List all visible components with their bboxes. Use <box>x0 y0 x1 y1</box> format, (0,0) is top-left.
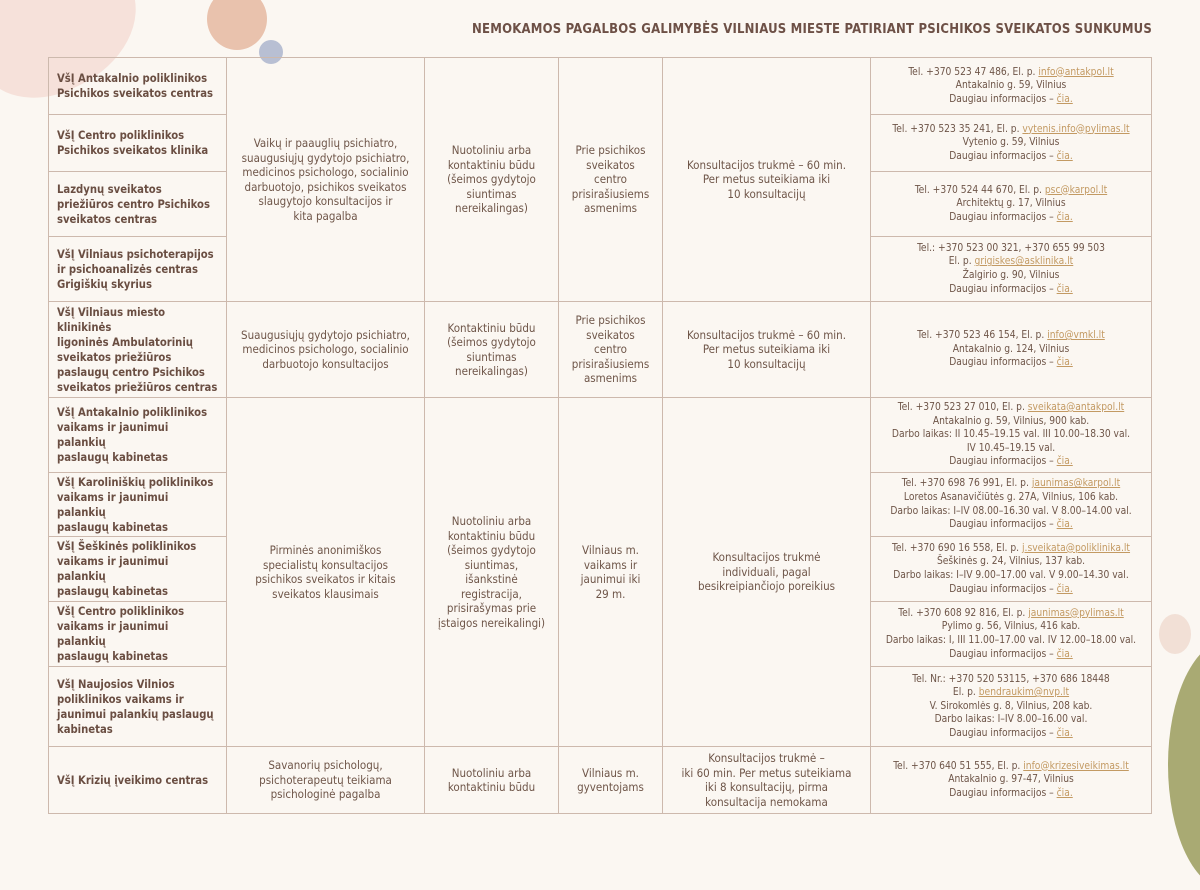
address: Pylimo g. 56, Vilnius, 416 kab. <box>941 621 1081 633</box>
services-description: Pirminės anonimiškos specialistų konsultacijos psichikos sveikatos ir kitais sveikatos klausimais <box>227 398 425 747</box>
consultation-duration: Konsultacijos trukmė – iki 60 min. Per metus suteikiama iki 8 konsultacijų, pirma konsultacija nemokama <box>663 747 871 814</box>
institution-name: VšĮ Karoliniškių poliklinikos vaikams ir jaunimui palankių paslaugų kabinetas <box>49 473 227 537</box>
email-link[interactable]: bendraukim@nvp.lt <box>978 687 1070 699</box>
email-link[interactable]: jaunimas@karpol.lt <box>1031 478 1121 490</box>
address: Architektų g. 17, Vilnius <box>956 198 1066 210</box>
email-link[interactable]: grigiskes@asklinika.lt <box>974 256 1074 268</box>
contact-info: Tel. Nr.: +370 520 53115, +370 686 18448 El. p. bendraukim@nvp.lt V. Sirokomlės g. 8, Vilnius, 208 kab. Darbo laikas: I–IV 8.00–16.00 val. Daugiau informacijos – čia. <box>871 667 1152 747</box>
target-group: Vilniaus m. gyventojams <box>559 747 663 814</box>
more-info-link[interactable]: čia. <box>1056 648 1073 660</box>
consultation-duration: Konsultacijos trukmė – 60 min. Per metus suteikiama iki 10 konsultacijų <box>663 58 871 302</box>
more-info-link[interactable]: čia. <box>1056 519 1073 531</box>
institution-name: VšĮ Antakalnio poliklinikos vaikams ir jaunimui palankių paslaugų kabinetas <box>49 398 227 473</box>
email-link[interactable]: info@vmkl.lt <box>1047 330 1105 342</box>
table-row <box>49 747 1152 814</box>
email-link[interactable]: sveikata@antakpol.lt <box>1027 402 1125 414</box>
table-row <box>49 398 1152 473</box>
target-group: Prie psichikos sveikatos centro prisirašiusiems asmenims <box>559 58 663 302</box>
services-description: Suaugusiųjų gydytojo psichiatro, medicinos psichologo, socialinio darbuotojo konsultacijos <box>227 302 425 398</box>
service-mode: Nuotoliniu arba kontaktiniu būdu (šeimos gydytojo siuntimas nereikalingas) <box>425 58 559 302</box>
more-info-link[interactable]: čia. <box>1056 727 1073 739</box>
working-hours: Darbo laikas: I–IV 9.00–17.00 val. V 9.00–14.30 val. <box>893 570 1129 581</box>
contact-info: Tel. +370 690 16 558, El. p. j.sveikata@poliklinika.lt Šeškinės g. 24, Vilnius, 137 kab. Darbo laikas: I–IV 9.00–17.00 val. V 9.00–14.30 val. Daugiau informacijos – čia. <box>871 537 1152 602</box>
service-mode: Kontaktiniu būdu (šeimos gydytojo siuntimas nereikalingas) <box>425 302 559 398</box>
contact-info: Tel. +370 523 46 154, El. p. info@vmkl.lt Antakalnio g. 124, Vilnius Daugiau informacijos – čia. <box>871 302 1152 398</box>
institution-name: Lazdynų sveikatos priežiūros centro Psichikos sveikatos centras <box>49 172 227 237</box>
institution-name: VšĮ Šeškinės poliklinikos vaikams ir jaunimui palankių paslaugų kabinetas <box>49 537 227 602</box>
more-info-link[interactable]: čia. <box>1056 787 1073 799</box>
target-group: Vilniaus m. vaikams ir jaunimui iki 29 m. <box>559 398 663 747</box>
institution-name: VšĮ Vilniaus psichoterapijos ir psichoanalizės centras Grigiškių skyrius <box>49 237 227 302</box>
page-title: NEMOKAMOS PAGALBOS GALIMYBĖS VILNIAUS MIESTE PATIRIANT PSICHIKOS SVEIKATOS SUNKUMUS <box>472 22 1152 37</box>
services-description: Savanorių psichologų, psichoterapeutų teikiama psichologinė pagalba <box>227 747 425 814</box>
contact-info: Tel. +370 608 92 816, El. p. jaunimas@pylimas.lt Pylimo g. 56, Vilnius, 416 kab. Darbo laikas: I, III 11.00–17.00 val. IV 12.00–18.00 val. Daugiau informacijos – čia. <box>871 602 1152 667</box>
table-row <box>49 58 1152 115</box>
address: Antakalnio g. 97-47, Vilnius <box>948 774 1074 786</box>
address: Žalgirio g. 90, Vilnius <box>962 270 1060 281</box>
target-group: Prie psichikos sveikatos centro prisirašiusiems asmenims <box>559 302 663 398</box>
address: V. Sirokomlės g. 8, Vilnius, 208 kab. <box>929 700 1093 712</box>
address: Vytenio g. 59, Vilnius <box>962 137 1060 149</box>
institution-name: VšĮ Centro poliklinikos vaikams ir jaunimui palankių paslaugų kabinetas <box>49 602 227 667</box>
decorative-blob-green <box>1168 640 1200 890</box>
email-link[interactable]: info@antakpol.lt <box>1038 66 1114 78</box>
more-info-link[interactable]: čia. <box>1056 93 1073 105</box>
contact-info: Tel. +370 523 27 010, El. p. sveikata@antakpol.lt Antakalnio g. 59, Vilnius, 900 kab. Darbo laikas: II 10.45–19.15 val. III 10.00–18.30 val. IV 10.45–19.15 val. Daugiau informacijos – čia. <box>871 398 1152 473</box>
contact-info: Tel. +370 640 51 555, El. p. info@krizesiveikimas.lt Antakalnio g. 97-47, Vilnius Daugiau informacijos – čia. <box>871 747 1152 814</box>
address: Šeškinės g. 24, Vilnius, 137 kab. <box>936 556 1086 568</box>
address: Loretos Asanavičiūtės g. 27A, Vilnius, 106 kab. <box>903 491 1119 503</box>
contact-info: Tel. +370 523 47 486, El. p. info@antakpol.lt Antakalnio g. 59, Vilnius Daugiau informacijos – čia. <box>871 58 1152 115</box>
more-info-link[interactable]: čia. <box>1056 583 1073 595</box>
consultation-duration: Konsultacijos trukmė – 60 min. Per metus suteikiama iki 10 konsultacijų <box>663 302 871 398</box>
email-link[interactable]: jaunimas@pylimas.lt <box>1028 607 1124 619</box>
institution-name: VšĮ Vilniaus miesto klinikinės ligoninės Ambulatorinių sveikatos priežiūros paslaugų centro Psichikos sveikatos priežiūros centras <box>49 302 227 398</box>
institution-name: VšĮ Centro poliklinikos Psichikos sveikatos klinika <box>49 115 227 172</box>
contact-info: Tel. +370 698 76 991, El. p. jaunimas@karpol.lt Loretos Asanavičiūtės g. 27A, Vilnius, 106 kab. Darbo laikas: I–IV 08.00–16.30 val. V 8.00–14.00 val. Daugiau informacijos – čia. <box>871 473 1152 537</box>
more-info-link[interactable]: čia. <box>1056 357 1073 369</box>
working-hours: Darbo laikas: II 10.45–19.15 val. III 10.00–18.30 val. IV 10.45–19.15 val. <box>891 429 1131 454</box>
working-hours: Darbo laikas: I–IV 8.00–16.00 val. <box>934 714 1088 726</box>
email-link[interactable]: psc@karpol.lt <box>1044 184 1108 196</box>
working-hours: Darbo laikas: I–IV 08.00–16.30 val. V 8.00–14.00 val. <box>890 505 1132 517</box>
more-info-link[interactable]: čia. <box>1056 456 1073 468</box>
consultation-duration: Konsultacijos trukmė individuali, pagal besikreipiančiojo poreikius <box>663 398 871 747</box>
institution-name: VšĮ Krizių įveikimo centras <box>49 747 227 814</box>
email-link[interactable]: info@krizesiveikimas.lt <box>1023 760 1129 772</box>
decorative-circle-peach <box>207 0 267 50</box>
email-link[interactable]: vytenis.info@pylimas.lt <box>1022 123 1130 135</box>
address: Antakalnio g. 59, Vilnius <box>955 80 1067 92</box>
more-info-link[interactable]: čia. <box>1056 283 1073 295</box>
more-info-link[interactable]: čia. <box>1056 150 1073 162</box>
working-hours: Darbo laikas: I, III 11.00–17.00 val. IV 12.00–18.00 val. <box>885 635 1137 646</box>
contact-info: Tel. +370 524 44 670, El. p. psc@karpol.lt Architektų g. 17, Vilnius Daugiau informacijos – čia. <box>871 172 1152 237</box>
address: Antakalnio g. 59, Vilnius, 900 kab. <box>932 415 1090 427</box>
institution-name: VšĮ Antakalnio poliklinikos Psichikos sveikatos centras <box>49 58 227 115</box>
decorative-circle-cream <box>1159 614 1191 654</box>
table-row <box>49 302 1152 398</box>
more-info-link[interactable]: čia. <box>1056 211 1073 223</box>
contact-info: Tel.: +370 523 00 321, +370 655 99 503 El. p. grigiskes@asklinika.lt Žalgirio g. 90, Vilnius Daugiau informacijos – čia. <box>871 237 1152 302</box>
service-mode: Nuotoliniu arba kontaktiniu būdu (šeimos gydytojo siuntimas, išankstinė registracija, prisirašymas prie įstaigos nereikalingi) <box>425 398 559 747</box>
institution-name: VšĮ Naujosios Vilnios poliklinikos vaikams ir jaunimui palankių paslaugų kabinetas <box>49 667 227 747</box>
email-link[interactable]: j.sveikata@poliklinika.lt <box>1021 542 1131 554</box>
services-description: Vaikų ir paauglių psichiatro, suaugusiųjų gydytojo psichiatro, medicinos psichologo, socialinio darbuotojo, psichikos sveikatos slaugytojo konsultacijos ir kita pagalba <box>227 58 425 302</box>
services-table <box>48 57 1152 814</box>
address: Antakalnio g. 124, Vilnius <box>952 343 1070 355</box>
contact-info: Tel. +370 523 35 241, El. p. vytenis.info@pylimas.lt Vytenio g. 59, Vilnius Daugiau informacijos – čia. <box>871 115 1152 172</box>
service-mode: Nuotoliniu arba kontaktiniu būdu <box>425 747 559 814</box>
